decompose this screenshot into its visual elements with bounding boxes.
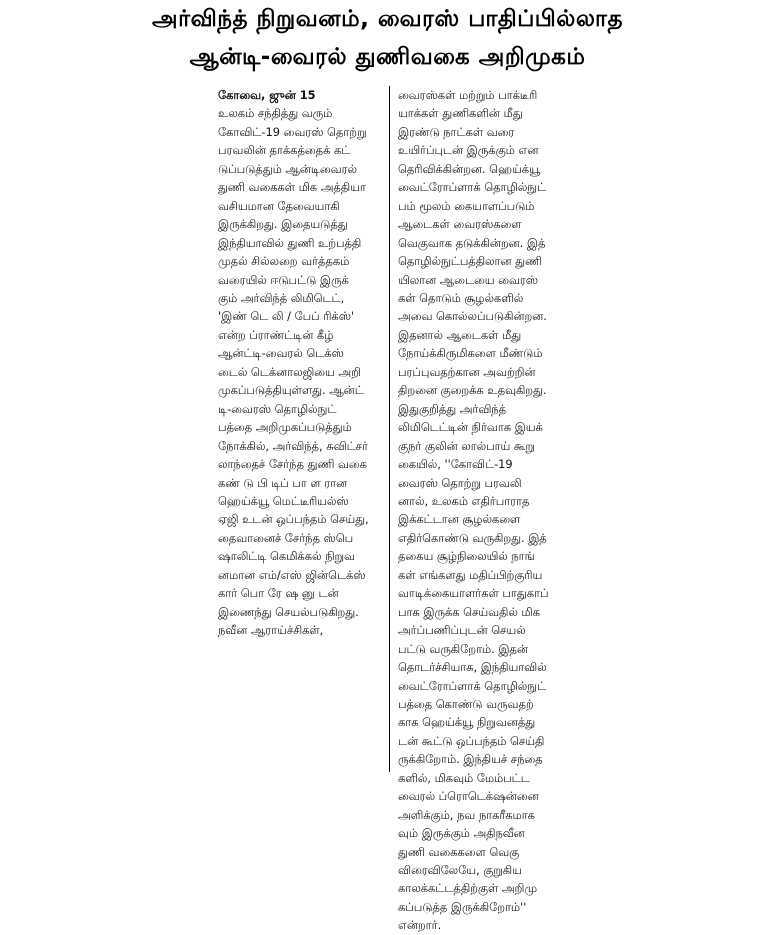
article-text-line: கண் டு பி டிப் பா ள ரான [218, 475, 348, 490]
article-text-line: வும் இருக்கும் அதிநவீன [398, 826, 525, 841]
article-text-line: துணி வகைகளை வெகு [398, 844, 520, 859]
article-text-line: தைவானைச் சேர்ந்த ஸ்பெ [218, 530, 354, 545]
article-text-line: லிமிடெட்டின் நிர்வாக இயக் [398, 420, 543, 435]
article-text-line: னமான எம்/எஸ் ஜின்டெக்ஸ் [218, 567, 366, 582]
left-column-text [218, 104, 384, 639]
headline-line-1: அர்விந்த் நிறுவனம், வைரஸ் பாதிப்பில்லாத [152, 6, 623, 32]
article-text-line: உலகம் சந்தித்து வரும் [218, 106, 333, 121]
article-text-line: தொழில்நுட்பத்திலான துணி [398, 254, 542, 269]
right-column-text [398, 86, 566, 935]
article-text-line: தெரிவிக்கின்றன. ஹெய்க்யூ [398, 161, 541, 176]
article-text-line: டன் கூட்டு ஒப்பந்தம் செய்தி [398, 733, 545, 748]
article-text-line: ஹெய்க்யூ மெட்டீரியல்ஸ் [218, 493, 349, 508]
dateline: கோவை, ஜுன் 15 [218, 88, 316, 102]
article-text-line: பம் மூலம் கையாளப்படும் [398, 198, 535, 213]
article-text-line: ஏஜி உடன் ஒப்பந்தம் செய்து, [218, 512, 369, 527]
article-text-line: யிலான ஆடையை வைரஸ் [398, 272, 538, 287]
article-text-line: அளிக்கும், நவ நாகரீகமாக [398, 807, 535, 822]
column-divider [389, 86, 390, 772]
article-text-line: வைரஸ் தொற்று பரவலி [398, 475, 522, 490]
article-text-line: ருக்கிறோம். இந்தியச் சந்தை [398, 752, 543, 767]
article-text-line: இதுகுறித்து அர்விந்த் [398, 401, 507, 416]
article-column-right [398, 86, 566, 935]
article-text-line: தகைய சூழ்நிலையில் நாங் [398, 549, 535, 564]
article-text-line: முதல் சில்லறை வர்த்தகம் [218, 254, 350, 269]
article-text-line: இதனால் ஆடைகள் மீது [398, 327, 522, 342]
article-text-line: ஆன்ட்டி-வைரல் டெக்ஸ் [218, 346, 344, 361]
article-text-line: நோய்க்கிருமிகளை மீண்டும் [398, 346, 543, 361]
article-text-line: னால், உலகம் எதிர்பாராத [398, 493, 530, 508]
article-column-left [218, 86, 384, 640]
article-text-line: பரவலின் தாக்கத்தைக் கட் [218, 143, 351, 158]
article-text-line: என்ற ப்ராண்ட்டின் கீழ் [218, 327, 334, 342]
article-text-line: டைல் டெக்னாலஜியை அறி [218, 364, 361, 379]
article-text-line: லாந்தைச் சேர்ந்த துணி வகை [218, 457, 367, 472]
article-text-line: எதிர்கொண்டு வருகிறது. இத் [398, 530, 547, 545]
article-text-line: கோவிட்-19 வைரஸ் தொற்று [218, 124, 367, 139]
article-text-line: அவை கொல்லப்படுகின்றன. [398, 309, 547, 324]
article-text-line: வைட்ரோப்ளாக் தொழில்நுட் [398, 678, 547, 693]
article-text-line: 'இண் டெ லி / பேப் ரிக்ஸ்' [218, 309, 355, 324]
article-text-line: டி-வைரஸ் தொழில்நுட் [218, 401, 337, 416]
article-text-line: திறனை குறைக்க உதவுகிறது. [398, 383, 547, 398]
article-text-line: துணி வகைகள் மிக அத்தியா [218, 180, 366, 195]
article-text-line: இரண்டு நாட்கள் வரை [398, 124, 515, 139]
article-text-line: அர்ப்பணிப்புடன் செயல் [398, 623, 526, 638]
article-text-line: கும் அர்விந்த் லிமிடெட், [218, 290, 345, 305]
article-text-line: கார் பொ ரே ஷ னு டன் [218, 586, 339, 601]
article-text-line: முகப்படுத்தியுள்ளது. ஆன்ட் [218, 383, 364, 398]
article-text-line: பரப்புவதற்கான அவற்றின் [398, 364, 536, 379]
article-text-line: பத்தை கொண்டு வருவதற் [398, 696, 534, 711]
article-text-line: பட்டு வருகிறோம். இதன் [398, 641, 528, 656]
article-text-line: டுப்படுத்தும் ஆன்டிவைரல் [218, 161, 357, 176]
article-text-line: நோக்கில், அர்விந்த், சுவிட்சர் [218, 438, 368, 453]
article-text-line: வாடிக்கையாளர்கள் பாதுகாப் [398, 586, 549, 601]
article-text-line: இணைந்து செயல்படுகிறது. [218, 604, 359, 619]
article-text-line: கள் எங்களது மதிப்பிற்குரிய [398, 567, 543, 582]
article-text-line: வசியமான தேவையாகி [218, 198, 340, 213]
article-text-line: இருக்கிறது. இதையடுத்து [218, 217, 348, 232]
article-text-line: என்றார். [398, 918, 442, 933]
article-text-line: உயிர்ப்புடன் இருக்கும் என [398, 143, 539, 158]
article-text-line: யாக்கள் துணிகளின் மீது [398, 106, 523, 121]
article-text-line: குநர் குலின் லால்பாய் கூறு [398, 438, 535, 453]
article-text-line: விரைவிலேயே, குறுகிய [398, 863, 522, 878]
article-text-line: வெகுவாக தடுக்கின்றன. இத் [398, 235, 546, 250]
article-text-line: வைட்ரோப்ளாக் தொழில்நுட் [398, 180, 547, 195]
article-text-line: பாக இருக்க செய்வதில் மிக [398, 604, 540, 619]
article-text-line: கப்படுத்த இருக்கிறோம்'' [398, 899, 527, 914]
article-text-line: இக்கட்டான சூழல்களை [398, 512, 521, 527]
article-text-line: இந்தியாவில் துணி உற்பத்தி [218, 235, 362, 250]
article-text-line: நவீன ஆராய்ச்சிகள், [218, 623, 324, 638]
article-text-line: களில், மிகவும் மேம்பட்ட [398, 770, 530, 785]
article-text-line: ஆடைகள் வைரஸ்களை [398, 217, 522, 232]
article-text-line: ஷாலிட்டி கெமிக்கல் நிறுவ [218, 549, 355, 564]
article-text-line: பத்தை அறிமுகப்படுத்தும் [218, 420, 352, 435]
article-text-line: வரையில் ஈடுபட்டு இருக் [218, 272, 349, 287]
article-text-line: காலக்கட்டத்திற்குள் அறிமு [398, 881, 537, 896]
article-text-line: வைரஸ்கள் மற்றும் பாக்டீரி [398, 88, 538, 102]
article-text-line: காக ஹெய்க்யூ நிறுவனத்து [398, 715, 536, 730]
article-text-line: வைரல் ப்ரொடெக்‌ஷன்னை [398, 789, 539, 804]
article-text-line: கள் தொடும் சூழல்களில் [398, 290, 524, 305]
article-text-line: தொடர்ச்சியாக, இந்தியாவில் [398, 660, 547, 675]
article-text-line: கையில், ''கோவிட்-19 [398, 457, 513, 472]
headline-line-2: ஆன்டி-வைரல் துணிவகை அறிமுகம் [189, 44, 586, 70]
